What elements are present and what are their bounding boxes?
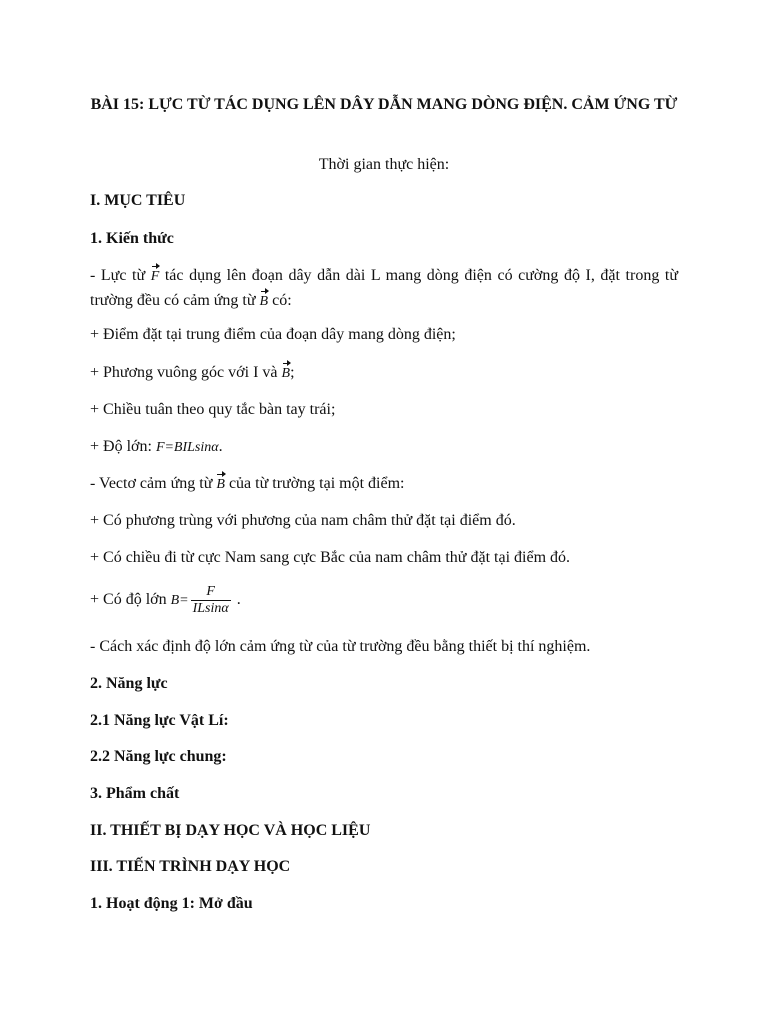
subheading-qualities: 3. Phẩm chất xyxy=(90,785,180,802)
bullet-b-orientation: + Có chiều đi từ cực Nam sang cực Bắc của nam châm thử đặt tại điểm đó. xyxy=(90,549,571,566)
paragraph-text: - Vectơ cảm ứng từ xyxy=(90,475,217,492)
bullet-text: + Độ lớn: xyxy=(90,438,156,455)
vector-b-symbol: B xyxy=(282,362,291,386)
subheading-physics-competence: 2.1 Năng lực Vật Lí: xyxy=(90,712,229,729)
vector-b-symbol: B xyxy=(216,473,225,497)
paragraph-text: có: xyxy=(268,292,292,309)
vector-b-symbol: B xyxy=(260,290,269,314)
bullet-text: ; xyxy=(290,364,295,381)
bullet-point-of-application: + Điểm đặt tại trung điểm của đoạn dây mang dòng điện; xyxy=(90,326,456,343)
paragraph-text: tác dụng lên đoạn dây dẫn dài L mang dòng điện có cường độ I, đặt trong từ trường đều có cảm ứng từ xyxy=(90,267,679,309)
bullet-b-magnitude xyxy=(90,582,678,619)
fraction-denominator: ILsinα xyxy=(192,600,229,616)
section-heading-equipment: II. THIẾT BỊ DẠY HỌC VÀ HỌC LIỆU xyxy=(90,822,371,839)
force-formula: F=BILsinα xyxy=(155,440,219,455)
document-title: BÀI 15: LỰC TỪ TÁC DỤNG LÊN DÂY DẪN MANG DÒNG ĐIỆN. CẢM ỨNG TỪ xyxy=(90,96,678,113)
section-heading-teaching-process: III. TIẾN TRÌNH DẠY HỌC xyxy=(90,858,291,875)
bullet-direction xyxy=(90,361,678,386)
subheading-knowledge: 1. Kiến thức xyxy=(90,230,174,247)
subheading-general-competence: 2.2 Năng lực chung: xyxy=(90,748,227,765)
section-heading-objectives: I. MỤC TIÊU xyxy=(90,192,186,209)
fraction xyxy=(191,584,231,617)
formula-lhs: B= xyxy=(170,593,189,608)
vector-f-symbol: F xyxy=(151,265,160,289)
subheading-activity-1: 1. Hoạt động 1: Mở đầu xyxy=(90,895,253,912)
bullet-magnitude xyxy=(90,435,678,460)
paragraph-induction-vector xyxy=(90,472,678,497)
paragraph-measurement: - Cách xác định độ lớn cảm ứng từ của từ trường đều bằng thiết bị thí nghiệm. xyxy=(90,638,591,655)
bullet-text: + Phương vuông góc với I và xyxy=(90,364,282,381)
paragraph-text: - Lực từ xyxy=(90,267,151,284)
bullet-text: . xyxy=(218,438,223,455)
bullet-text: + Có độ lớn xyxy=(90,591,171,608)
fraction-numerator: F xyxy=(206,583,215,599)
subheading-competence: 2. Năng lực xyxy=(90,675,168,692)
bullet-b-direction-line: + Có phương trùng với phương của nam châm thử đặt tại điểm đó. xyxy=(90,512,516,529)
paragraph-force xyxy=(90,264,678,314)
bullet-left-hand-rule: + Chiều tuân theo quy tắc bàn tay trái; xyxy=(90,401,336,418)
time-label: Thời gian thực hiện: xyxy=(318,156,450,173)
bullet-text: . xyxy=(232,591,241,608)
paragraph-text: của từ trường tại một điểm: xyxy=(224,475,405,492)
